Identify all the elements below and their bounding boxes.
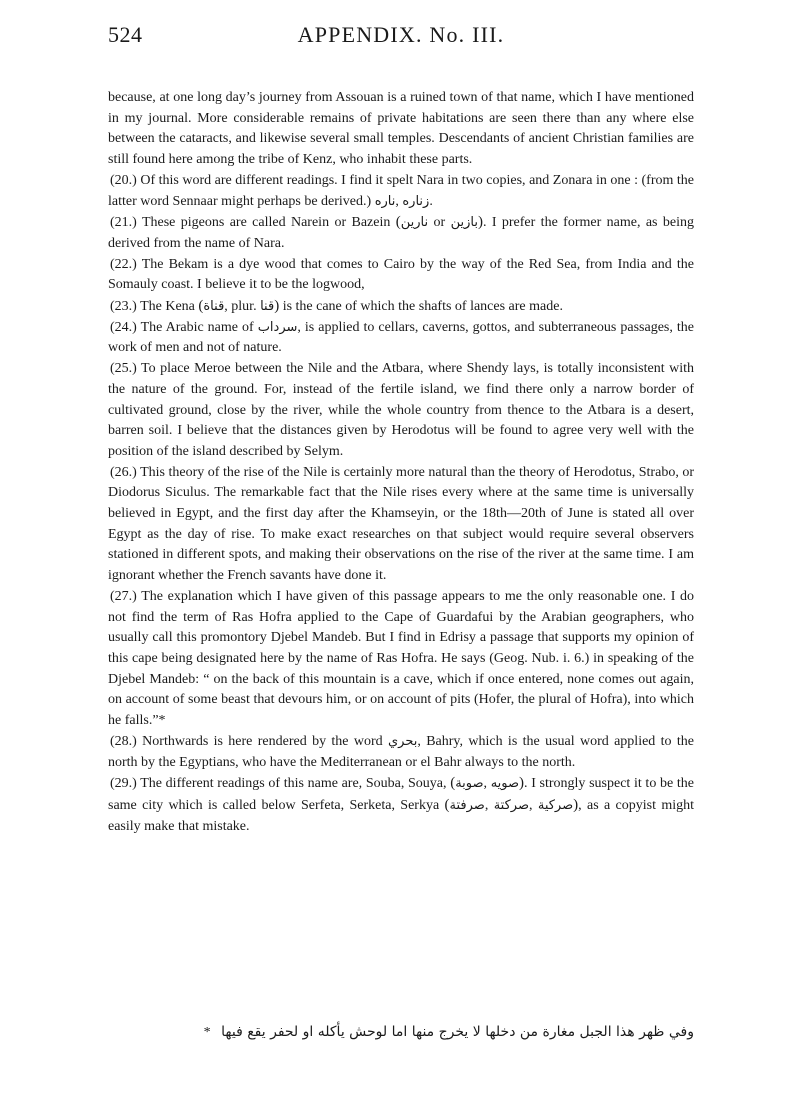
paren-close: ) (274, 298, 280, 315)
arabic-word: نارين (400, 215, 429, 231)
paragraph-23 (108, 296, 694, 318)
page-header (108, 22, 694, 52)
paragraph-text: (27.) The explanation which I have given of this passage appears to me the only reasonable one. I do not find the term of Ras Hofra applied to the Cape of Guardafui by the Arabian geographers, who usually call this promontory Djebel Mandeb. But I find in Edrisy a passage that supports my opinion of this cape being designated here by the name of Ras Hofra. He says (Geog. Nub. i. 6.) in speaking of the Djebel Mandeb: “ on the back of this mountain is a cave, which if once entered, none comes out again, on account of some beast that devours him, or on account of pits (Hofer, the plural of Hofra), into which he falls.”* (108, 588, 694, 729)
arabic-word: ناره (374, 193, 396, 209)
paragraph-text: (22.) The Bekam is a dye wood that comes to Cairo by the way of the Red Sea, from India and the Somauly coast. I believe it to be the logwood, (108, 256, 694, 293)
paragraph-text: . (429, 193, 433, 209)
paragraph-text: , as a copyist might easily make that mistake. (108, 797, 694, 834)
paragraph-text: , (484, 797, 494, 813)
paragraph-text: because, at one long day’s journey from Assouan is a ruined town of that name, which I have mentioned in my journal. More considerable remains of private habitations are seen there than any where else between the cataracts, and likewise several small temples. Descendants of ancient Christian families are still found here among the tribe of Kenz, who inhabit these parts. (108, 90, 694, 168)
paragraph-text: (29.) The different readings of this name are, Souba, Souya, (110, 776, 451, 792)
paragraph-text: (28.) Northwards is here rendered by the word (110, 733, 388, 749)
paragraph-text: . I strongly suspect it to be the same city which is called below Serfeta, Serketa, Serkya (108, 776, 694, 813)
running-title: APPENDIX. No. III. (297, 22, 505, 47)
paragraph-text: (25.) To place Meroe between the Nile and the Atbara, where Shendy lays, is totally inconsistent with the nature of the ground. For, instead of the fertile island, we find there only a narrow border of cultivated ground, close by the river, while the whole country from thence to the Atbara is a desert, barren soil. I believe that the distances given by Herodotus will be found to agree very well with the position of the island described by Selym. (108, 361, 694, 459)
paren-open: ( (395, 214, 401, 231)
paragraph-text: (26.) This theory of the rise of the Nile is certainly more natural than the theory of Herodotus, Strabo, or Diodorus Siculus. The remarkable fact that the Nile rises every where at the same time is universally believed in Egypt, and the first day after the Khamseyin, or the 18th—20th of June is stated all over Egypt as the day of rise. To make exact researches on that subject would require several observers stationed in different spots, and making their observations on the rise of the river at the same time. I am ignorant whether the French savants have done it. (108, 464, 694, 584)
arabic-word: صويه (490, 776, 520, 792)
paragraph-20 (108, 171, 694, 212)
paragraph-21 (108, 212, 694, 254)
paragraph-29 (108, 773, 694, 837)
paragraph-text: , (395, 193, 403, 209)
arabic-word: صركية (537, 797, 574, 813)
paragraph-text: (21.) These pigeons are called Narein or Bazein (110, 215, 396, 231)
paragraph-text: , is applied to cellars, caverns, gottos, and subterraneous passages, the work of men and not of nature. (108, 319, 694, 356)
arabic-word: صرفتة (449, 797, 485, 813)
paragraph-text: , (483, 776, 491, 792)
paragraph-text: is the cane of which the shafts of lances are made. (279, 299, 563, 315)
arabic-word: بحري (388, 733, 418, 749)
paragraph-28 (108, 732, 694, 773)
paren-open: ( (198, 298, 204, 315)
paren-close: ) (573, 796, 579, 813)
paragraph-text: . I prefer the former name, as being derived from the name of Nara. (108, 215, 694, 251)
paragraph-26 (108, 463, 694, 587)
arabic-word: قنا (260, 299, 275, 315)
paragraph-25 (108, 359, 694, 463)
paren-close: ) (477, 214, 483, 231)
body-text (108, 88, 694, 837)
page-number: 524 (108, 22, 143, 47)
arabic-word: بازين (450, 215, 478, 231)
arabic-word: قناة (203, 299, 225, 315)
paragraph-text: or (428, 215, 451, 231)
footnote (203, 1024, 694, 1041)
paren-open: ( (444, 796, 450, 813)
paragraph-text: (24.) The Arabic name of (110, 319, 258, 335)
arabic-word: زناره (402, 193, 430, 209)
paragraph-intro (108, 88, 694, 171)
paragraph-text: (20.) Of this word are different readings. I find it spelt Nara in two copies, and Zonara in one : (from the latter word Sennaar might perhaps be derived.) (108, 172, 694, 209)
paragraph-27 (108, 587, 694, 732)
paren-close: ) (519, 775, 525, 792)
arabic-word: صركتة (493, 797, 529, 813)
paragraph-text: , Bahry, which is the usual word applied to the north by the Egyptians, who have the Mediterranean or el Bahr always to the north. (108, 733, 694, 770)
paragraph-22 (108, 255, 694, 296)
paragraph-text: , plur. (224, 299, 261, 315)
footnote-mark: * (203, 1025, 211, 1040)
footnote-text: وفي ظهر هذا الجبل مغارة من دخلها لا يخرج منها اما لوحش يأكله او لحفر يقع فيها (221, 1024, 694, 1040)
arabic-word: صوبة (455, 776, 484, 792)
paragraph-text: (23.) The Kena (110, 299, 199, 315)
paragraph-24 (108, 318, 694, 359)
paren-open: ( (450, 775, 456, 792)
paragraph-text: , (529, 797, 538, 813)
arabic-word: سرداب (257, 319, 298, 335)
